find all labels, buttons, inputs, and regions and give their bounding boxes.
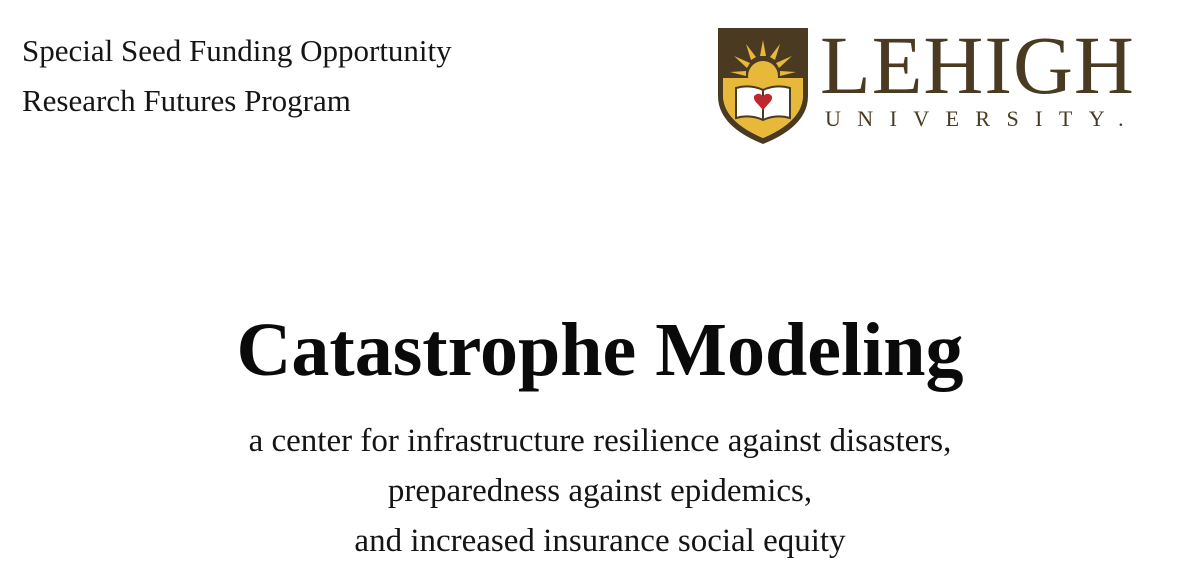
header-line-1: Special Seed Funding Opportunity bbox=[22, 33, 452, 68]
subtitle-line-1: a center for infrastructure resilience against disasters, bbox=[248, 423, 952, 459]
lehigh-logo bbox=[716, 19, 1166, 148]
page-subtitle bbox=[0, 416, 1200, 566]
subtitle-line-3: and increased insurance social equity bbox=[354, 523, 846, 559]
logo-subtitle: UNIVERSITY. bbox=[825, 106, 1141, 131]
header-line-2: Research Futures Program bbox=[22, 83, 351, 118]
logo-wordmark: LEHIGH bbox=[820, 19, 1135, 111]
crest-icon bbox=[716, 26, 810, 146]
page-title: Catastrophe Modeling bbox=[236, 308, 964, 392]
subtitle-line-2: preparedness against epidemics, bbox=[387, 473, 813, 509]
header-text bbox=[22, 26, 452, 126]
